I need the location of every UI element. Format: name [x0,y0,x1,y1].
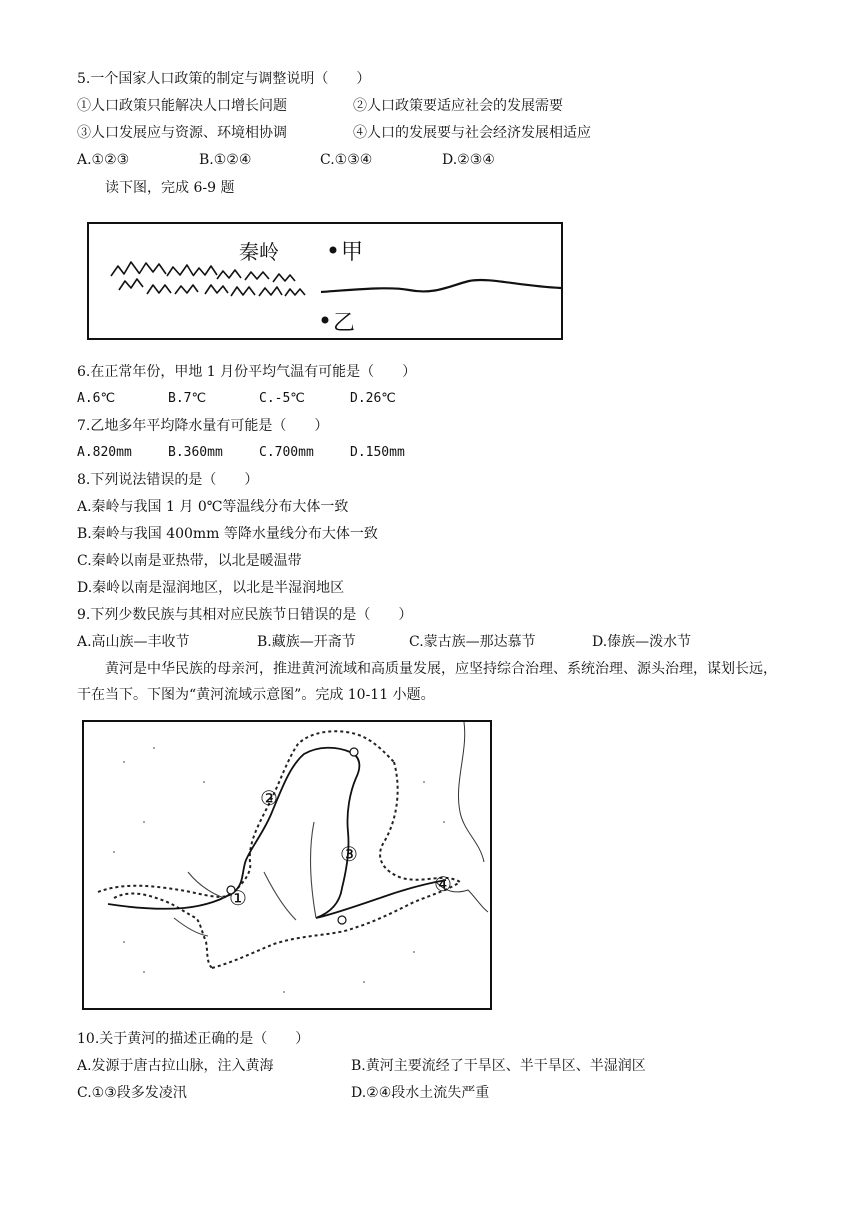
qinling-label: 秦岭 [239,240,279,264]
segment-2-label: ② [260,786,278,810]
basin-boundary-south [212,882,460,968]
q8-option-d: D.秦岭以南是湿润地区，以北是半湿润地区 [77,580,345,596]
q5-statement-1: ①人口政策只能解决人口增长问题 [77,98,287,114]
jia-label: 甲 [341,240,364,265]
q7-stem: 7.乙地多年平均降水量有可能是（ ） [77,418,329,434]
q5-statement-4: ④人口的发展要与社会经济发展相适应 [353,125,591,141]
yi-label: 乙 [333,311,356,336]
basin-boundary-north [98,731,394,897]
boundary-line [321,280,561,292]
q5-option-c: C.①③④ [320,152,373,168]
q9-option-c: C.蒙古族—那达慕节 [409,634,536,650]
q10-option-d: D.②④段水土流失严重 [351,1085,490,1101]
intro-6-9: 读下图，完成 6-9 题 [105,180,235,196]
q5-statement-3: ③人口发展应与资源、环境相协调 [77,125,287,141]
q7-option-b: B.360mm [168,445,223,460]
q5-option-b: B.①②④ [199,152,252,168]
q10-stem: 10.关于黄河的描述正确的是（ ） [77,1031,310,1047]
jia-dot [330,247,337,254]
yi-dot [322,317,329,324]
q5-stem: 5.一个国家人口政策的制定与调整说明（ ） [77,71,371,87]
q9-option-b: B.藏族—开斋节 [257,634,356,650]
mountain-symbols [111,262,305,296]
q8-option-b: B.秦岭与我国 400mm 等降水量线分布大体一致 [77,526,378,542]
city-marker-2 [350,748,358,756]
q10-option-a: A.发源于唐古拉山脉，注入黄海 [77,1058,274,1074]
basin-boundary-east [380,762,460,882]
q6-option-b: B.7℃ [168,391,207,406]
q10-option-b: B.黄河主要流经了干旱区、半干旱区、半湿润区 [351,1058,646,1074]
segment-3-label: ③ [340,842,358,866]
q9-option-d: D.傣族—泼水节 [592,634,692,650]
q8-option-a: A.秦岭与我国 1 月 0℃等温线分布大体一致 [77,499,349,515]
q6-option-d: D.26℃ [350,391,396,406]
city-marker-3 [338,916,346,924]
yellow-river-basin-map [82,720,492,1010]
qinling-sketch [89,224,561,338]
tributaries [174,822,316,936]
q6-stem: 6.在正常年份，甲地 1 月份平均气温有可能是（ ） [77,364,417,380]
yellow-river-main [108,748,446,918]
intro-10-11: 黄河是中华民族的母亲河，推进黄河流域和高质量发展，应坚持综合治理、系统治理、源头治理，谋划长远，干在当下。下图为“黄河流域示意图”。完成 10-11 小题。 [77,661,777,703]
q6-option-a: A.6℃ [77,391,116,406]
q9-option-a: A.高山族—丰收节 [77,634,190,650]
q6-option-c: C.-5℃ [259,391,305,406]
q7-option-d: D.150mm [350,445,405,460]
basin-sketch [84,722,490,1008]
q8-option-c: C.秦岭以南是亚热带，以北是暖温带 [77,553,302,569]
basin-boundary-south-west [114,894,212,968]
q7-option-a: A.820mm [77,445,132,460]
qinling-figure [87,222,563,340]
segment-4-label: ④ [434,872,452,896]
q10-option-c: C.①③段多发凌汛 [77,1085,187,1101]
q5-statement-2: ②人口政策要适应社会的发展需要 [353,98,563,114]
q5-option-a: A.①②③ [77,152,130,168]
q5-option-d: D.②③④ [442,152,495,168]
q9-stem: 9.下列少数民族与其相对应民族节日错误的是（ ） [77,607,413,623]
q7-option-c: C.700mm [259,445,314,460]
segment-1-label: ① [229,886,247,910]
q8-stem: 8.下列说法错误的是（ ） [77,472,259,488]
